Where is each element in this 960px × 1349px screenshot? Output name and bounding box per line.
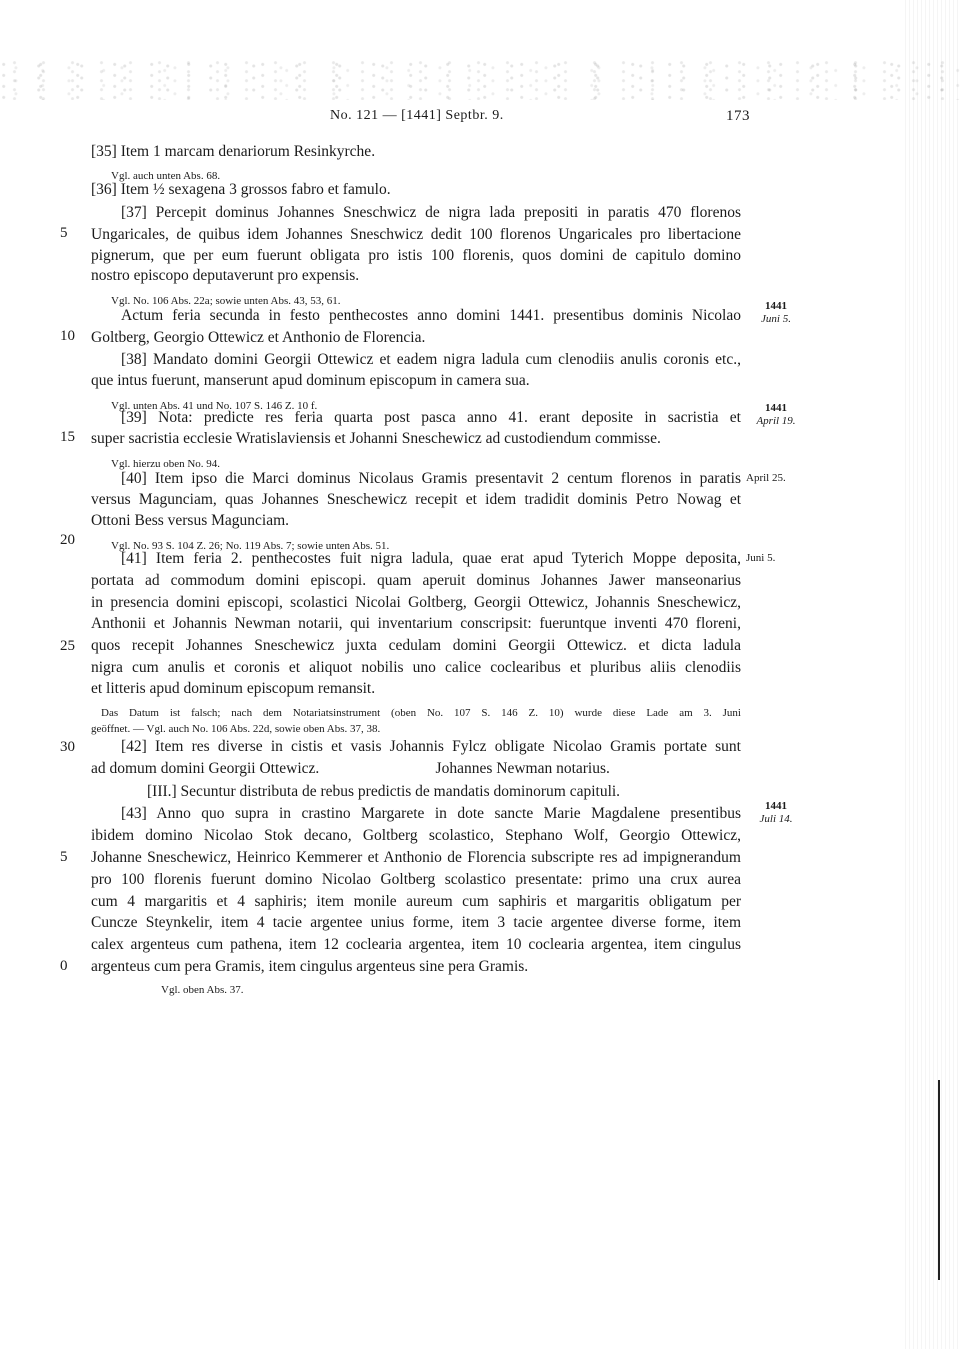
- text-line: [43] Anno quo supra in crastino Margarete in dote sancte Marie Magdalene presentibus: [121, 805, 741, 822]
- text-line: quos recepit Johannes Sneschewicz juxta cedulam domini Georgii Ottewicz. et dicta ladula: [91, 637, 741, 654]
- footnote-line: Vgl. auch unten Abs. 68.: [111, 170, 221, 182]
- text-line: pro 100 florenis fuerunt domino Nicolao Goltberg scolastico presentate: primo una crux aurea: [91, 871, 741, 888]
- footnote-line: Das Datum ist falsch; nach dem Notariatsinstrument (oben No. 107 S. 146 Z. 10) wurde diese Lade am 3. Juni: [101, 707, 741, 719]
- text-line: pignerum, que per eum fuerunt obligata pro istis 100 florenis, quos domini de capitulo domino: [91, 247, 741, 264]
- text-line: Cuncze Steynkelir, item 4 tacie argentee unius forme, item 3 tacie argentee diverse forme, item: [91, 914, 741, 931]
- text-line: argenteus cum pera Gramis, item cingulus argenteus sine pera Gramis.: [91, 958, 529, 975]
- text-line: ibidem domino Nicolao Stok decano, Goltberg scolastico, Stephano Wolf, Georgio Ottewicz,: [91, 827, 741, 844]
- line-number: 10: [60, 328, 75, 344]
- line-number: 30: [60, 739, 75, 755]
- text-line: [42] Item res diverse in cistis et vasis Johannis Fylcz obligate Nicolao Gramis portate sunt: [121, 738, 741, 755]
- text-line: Anthonii et Johannis Newman notarii, qui inventarium conscripsit: fueruntque inventi 470 floreni,: [91, 615, 741, 632]
- line-number: 0: [60, 958, 68, 974]
- text-line: [41] Item feria 2. penthecostes fuit nigra ladula, quae erat apud Tyterich Moppe deposita,: [121, 550, 741, 567]
- line-number: 5: [60, 849, 68, 865]
- text-line: [36] Item ½ sexagena 3 grossos fabro et famulo.: [91, 181, 391, 198]
- scan-page-edge: [905, 0, 960, 1349]
- text-line: [37] Percepit dominus Johannes Sneschwicz de nigra lada prepositi in paratis 470 florenos: [121, 204, 741, 221]
- text-line: calex argenteus cum pathena, item 12 coclearia argentea, item 10 coclearia argentea, item cingulus: [91, 936, 741, 953]
- margin-year: 1441: [765, 800, 787, 812]
- scan-edge-line: [938, 1080, 940, 1280]
- text-line: portata ad commodum domini episcopi. quam aperuit dominus Johannes Jawer manseonarius: [91, 572, 741, 589]
- margin-date-note: [746, 402, 806, 428]
- footnote-line: Vgl. hierzu oben No. 94.: [111, 458, 221, 470]
- margin-date-note: [746, 552, 806, 565]
- margin-date: April 25.: [746, 472, 786, 484]
- text-line: nigra cum anulis et coronis et aliquot nobilis uno calice coclearibus et pluribus aliis clenodiis: [91, 659, 741, 676]
- text-line: Ottoni Bess versus Magunciam.: [91, 512, 290, 529]
- margin-year: 1441: [765, 300, 787, 312]
- text-line: cum 4 margaritis et 4 saphiris; item monile aureum cum saphiris et margaritis obligatum per: [91, 893, 741, 910]
- footnote-line: Vgl. unten Abs. 41 und No. 107 S. 146 Z. 10 f.: [111, 400, 318, 412]
- margin-date: Juni 5.: [746, 552, 776, 564]
- footnote-line: geöffnet. — Vgl. auch No. 106 Abs. 22d, sowie oben Abs. 37, 38.: [91, 723, 381, 735]
- text-line: [40] Item ipso die Marci dominus Nicolaus Gramis presentavit 2 centum florenos in paratis: [121, 470, 741, 487]
- footnote-line: Vgl. No. 93 S. 104 Z. 26; No. 119 Abs. 7; sowie unten Abs. 51.: [111, 540, 390, 552]
- text-line: [38] Mandato domini Georgii Ottewicz et eadem nigra ladula cum clenodiis anulis coronis etc.,: [121, 351, 741, 368]
- text-line: et litteris apud dominum episcopum remansit.: [91, 680, 376, 697]
- text-line: que intus fuerunt, manserunt apud dominum episcopum in camera sua.: [91, 372, 530, 389]
- footnote-line: Vgl. oben Abs. 37.: [161, 984, 244, 996]
- margin-date: April 19.: [756, 415, 796, 427]
- margin-date: Juli 14.: [759, 813, 793, 825]
- header-document-number: No. 121 — [1441] Septbr. 9.: [330, 108, 504, 123]
- line-number: 5: [60, 225, 68, 241]
- page-number: 173: [726, 108, 750, 124]
- text-line: Actum feria secunda in festo penthecostes anno domini 1441. presentibus dominis Nicolao: [121, 307, 741, 324]
- line-number: 20: [60, 532, 75, 548]
- margin-year: 1441: [765, 402, 787, 414]
- margin-date: Juni 5.: [761, 313, 791, 325]
- running-header: [330, 108, 750, 130]
- text-line: super sacristia ecclesie Wratislaviensis et Johanni Sneschewicz ad custodiendum commisse.: [91, 430, 661, 447]
- text-line: [35] Item 1 marcam denariorum Resinkyrche.: [91, 143, 376, 160]
- margin-date-note: [746, 800, 806, 826]
- margin-date-note: [746, 300, 806, 326]
- text-line: Johanne Sneschewicz, Heinrico Kemmerer et Anthonio de Florencia subscripte res ad impignerandum: [91, 849, 741, 866]
- text-line: Goltberg, Georgio Ottewicz et Anthonio de Florencia.: [91, 329, 426, 346]
- text-line: Ungaricales, de quibus idem Johannes Sneschwicz dedit 100 florenos Ungaricales pro libertacione: [91, 226, 741, 243]
- text-line: versus Magunciam, quas Johannes Sneschewicz recepit et idem tradidit dominis Petro Nowag et: [91, 491, 741, 508]
- text-line: in presencia domini episcopi, scolastici Nicolai Goltberg, Georgii Ottewicz, Johannis Sneschewicz,: [91, 594, 741, 611]
- text-line: [III.] Secuntur distributa de rebus predictis de mandatis dominorum capituli.: [147, 783, 621, 800]
- scan-noise-band: [0, 60, 960, 100]
- margin-date-note: [746, 472, 806, 485]
- footnote-line: Vgl. No. 106 Abs. 22a; sowie unten Abs. 43, 53, 61.: [111, 295, 341, 307]
- text-line: nostro episcopo deputaverunt pro expensis.: [91, 267, 360, 284]
- text-line: ad domum domini Georgii Ottewicz. Johannes Newman notarius.: [91, 760, 610, 777]
- line-number: 15: [60, 429, 75, 445]
- line-number: 25: [60, 638, 75, 654]
- text-line: [39] Nota: predicte res feria quarta post pasca anno 41. erant deposite in sacristia et: [121, 409, 741, 426]
